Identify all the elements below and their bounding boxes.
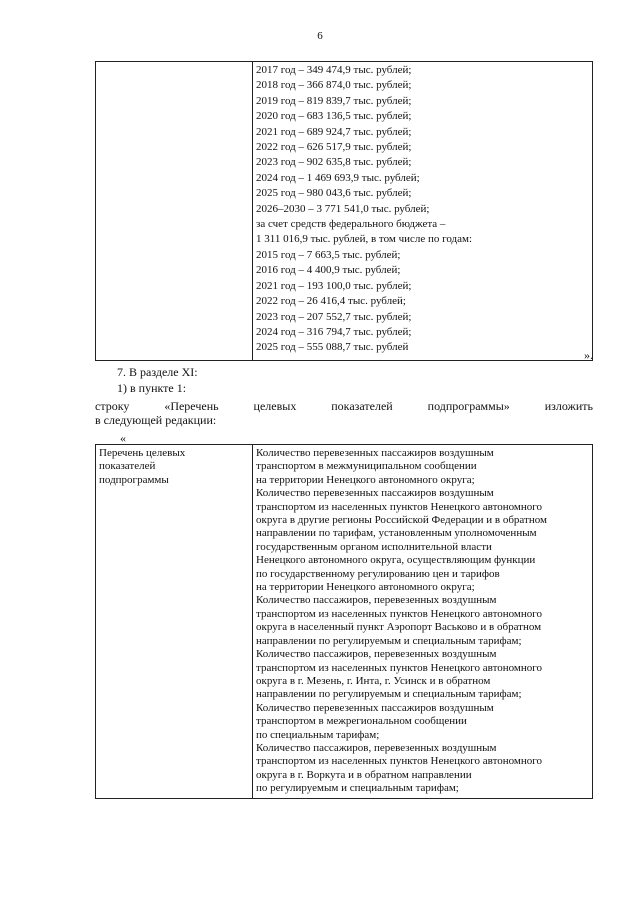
opening-quote: « <box>120 431 126 445</box>
text-line: 2024 год – 316 794,7 тыс. рублей; <box>256 325 412 338</box>
text-line: 2016 год – 4 400,9 тыс. рублей; <box>256 264 401 277</box>
indicators-list-cell <box>253 445 593 799</box>
text-line: Количество перевезенных пассажиров воздушным <box>256 447 494 459</box>
item-7-heading: 7. В разделе XI: <box>117 365 198 379</box>
text-line: Количество пассажиров, перевезенных воздушным <box>256 741 497 754</box>
text-line: по государственному регулированию цен и тарифов <box>256 567 500 580</box>
text-line: 2024 год – 1 469 693,9 тыс. рублей; <box>256 171 420 184</box>
text-line: 2018 год – 366 874,0 тыс. рублей; <box>256 79 412 92</box>
table-row <box>96 445 593 799</box>
text-line: 2026–2030 – 3 771 541,0 тыс. рублей; <box>256 202 430 215</box>
text-line: округа в населенный пункт Аэропорт Васьково и в обратном <box>256 621 542 634</box>
text-line: Ненецкого автономного округа, осуществляющим функции <box>256 554 536 567</box>
text-line: за счет средств федерального бюджета – <box>256 218 446 231</box>
text-line: транспортом из населенных пунктов Ненецкого автономного <box>256 661 542 674</box>
paragraph-line: в следующей редакции: <box>95 413 217 427</box>
funding-lines-cell <box>253 62 593 361</box>
funding-table <box>95 61 593 361</box>
item-1-heading: 1) в пункте 1: <box>117 381 187 395</box>
text-line: на территории Ненецкого автономного округа; <box>256 581 475 594</box>
text-line: на территории Ненецкого автономного округа; <box>256 473 475 486</box>
paragraph-line: строку «Перечень целевых показателей подпрограммы» изложить <box>95 399 593 413</box>
text-line: 2019 год – 819 839,7 тыс. рублей; <box>256 94 412 107</box>
text-line: показателей <box>99 460 156 473</box>
text-line: направлении по регулируемым и специальным тарифам; <box>256 688 522 701</box>
indicators-table <box>95 444 593 799</box>
text-line: по регулируемым и специальным тарифам; <box>256 782 459 795</box>
text-line: Количество перевезенных пассажиров воздушным <box>256 701 494 714</box>
page-number: 6 <box>317 30 323 42</box>
text-line: транспортом в межрегиональном сообщении <box>256 715 467 728</box>
text-line: направлении по тарифам, установленным уполномоченным <box>256 527 537 540</box>
indicators-label-cell <box>96 445 253 799</box>
instruction-paragraph <box>95 399 593 427</box>
text-line: 2021 год – 689 924,7 тыс. рублей; <box>256 125 412 138</box>
text-line: по специальным тарифам; <box>256 728 380 741</box>
text-line: транспортом из населенных пунктов Ненецкого автономного <box>256 755 542 768</box>
text-line: 2017 год – 349 474,9 тыс. рублей; <box>256 64 412 76</box>
text-line: 2023 год – 902 635,8 тыс. рублей; <box>256 156 412 169</box>
text-line: Перечень целевых <box>99 447 186 459</box>
text-line: транспортом из населенных пунктов Ненецкого автономного <box>256 500 542 513</box>
closing-quote: ». <box>584 348 593 362</box>
text-line: округа в г. Воркута и в обратном направлении <box>256 768 472 781</box>
text-line: Количество пассажиров, перевезенных воздушным <box>256 648 497 661</box>
text-line: 2021 год – 193 100,0 тыс. рублей; <box>256 279 412 292</box>
text-line: 1 311 016,9 тыс. рублей, в том числе по годам: <box>256 233 473 246</box>
table-row <box>96 62 593 361</box>
text-line: Количество пассажиров, перевезенных воздушным <box>256 594 497 607</box>
text-line: 2022 год – 26 416,4 тыс. рублей; <box>256 295 406 308</box>
text-line: государственным органом исполнительной власти <box>256 540 492 553</box>
text-line: направлении по регулируемым и специальным тарифам; <box>256 634 522 647</box>
text-line: транспортом из населенных пунктов Ненецкого автономного <box>256 607 542 620</box>
table-left-cell <box>96 62 253 361</box>
text-line: 2023 год – 207 552,7 тыс. рублей; <box>256 310 412 323</box>
text-line: округа в другие регионы Российской Федерации и в обратном <box>256 514 547 527</box>
text-line: 2022 год – 626 517,9 тыс. рублей; <box>256 141 412 154</box>
text-line: транспортом в межмуниципальном сообщении <box>256 460 477 473</box>
text-line: подпрограммы <box>99 473 169 486</box>
text-line: 2025 год – 980 043,6 тыс. рублей; <box>256 187 412 200</box>
text-line: Количество перевезенных пассажиров воздушным <box>256 487 494 500</box>
text-line: 2020 год – 683 136,5 тыс. рублей; <box>256 110 412 123</box>
text-line: округа в г. Мезень, г. Инта, г. Усинск и в обратном <box>256 674 491 687</box>
text-line: 2015 год – 7 663,5 тыс. рублей; <box>256 248 401 261</box>
text-line: 2025 год – 555 088,7 тыс. рублей <box>256 341 409 354</box>
